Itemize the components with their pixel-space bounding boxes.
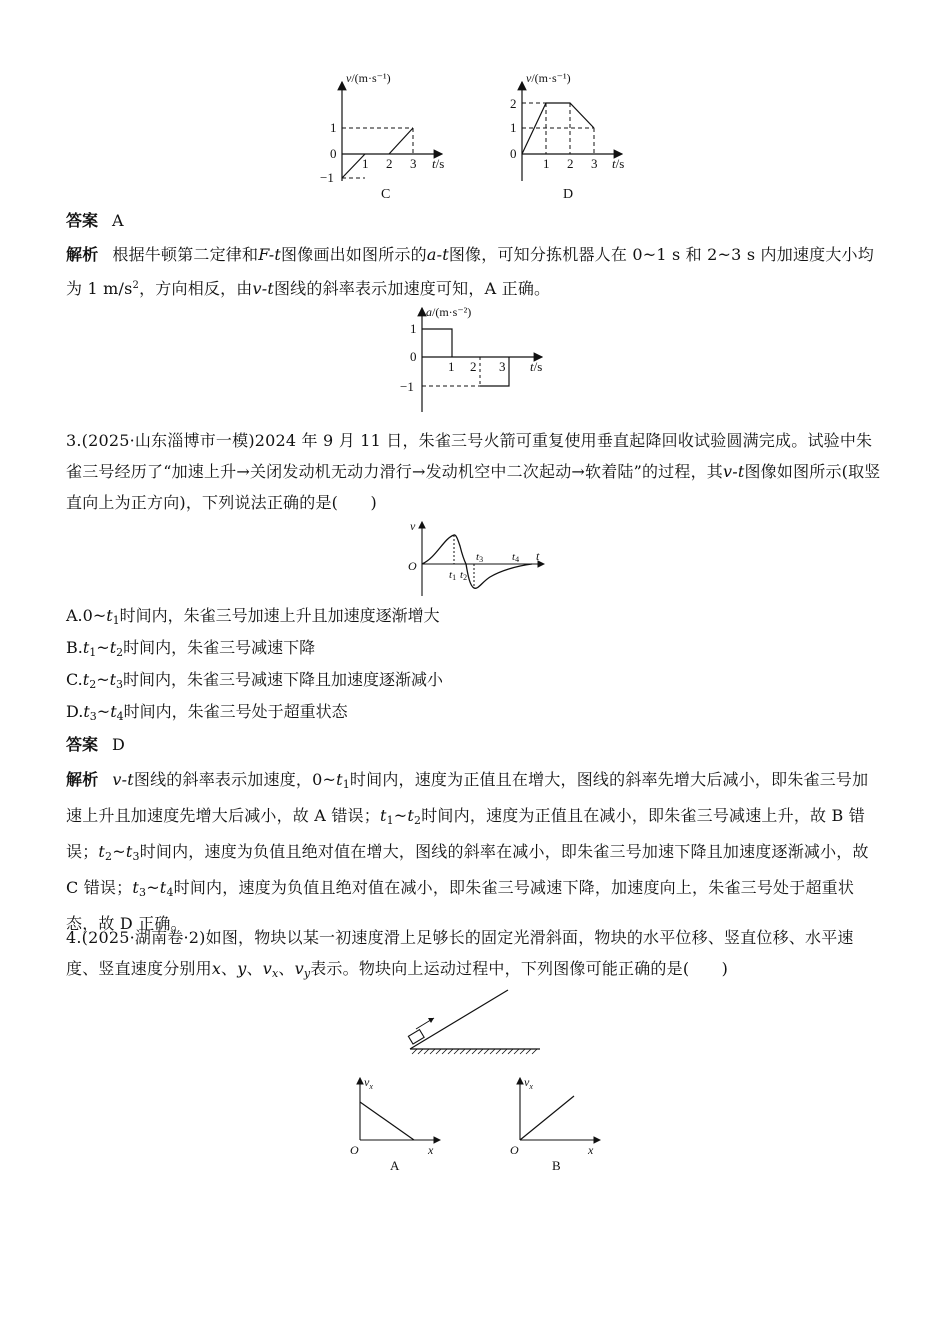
svg-text:3: 3 <box>499 359 506 374</box>
svg-text:t1: t1 <box>449 569 457 582</box>
svg-text:t/s: t/s <box>530 359 543 374</box>
svg-text:1: 1 <box>510 120 517 135</box>
q3-answer: 答案 D <box>66 735 125 754</box>
q4-stem: 4.(2025·湖南卷·2)如图，物块以某一初速度滑上足够长的固定光滑斜面，物块的水平位移、竖直位移、水平速度、竖直速度分别用x、y、$v_x$、$v_y$表示。物块向上运动过程中，下列图像可能正确的是( ) <box>66 928 854 980</box>
svg-text:t4: t4 <box>512 551 520 564</box>
svg-text:a/(m·s⁻²): a/(m·s⁻²) <box>426 305 472 319</box>
incline-diagram <box>398 985 548 1060</box>
svg-text:t3: t3 <box>476 551 484 564</box>
q3-vt-graph <box>404 518 550 598</box>
q3-analysis-run: 时间内，速度为负值且绝对值在减小，即朱雀三号减速下降，加速度向上，朱雀三号处于超重状态，故 D 正确。 <box>66 878 855 933</box>
q3-analysis-run: 图线的斜率表示加速度，0~ <box>133 770 337 789</box>
svg-text:t2: t2 <box>460 569 468 582</box>
svg-text:3: 3 <box>591 156 598 171</box>
q3-option-a: $A.0\sim t_1$时间内，朱雀三号加速上升且加速度逐渐增大 <box>66 606 440 627</box>
q3-analysis-run: t <box>379 806 387 825</box>
q3-option-d: $D.t_3\sim t_4$时间内，朱雀三号处于超重状态 <box>66 702 348 723</box>
q3-analysis-run: t <box>159 878 167 897</box>
q3-analysis-run: ~ <box>146 878 160 897</box>
graph-c-ylabel: v/(m·s⁻¹) <box>346 71 391 85</box>
q3-stem: 3.(2025·山东淄博市一模)2024 年 9 月 11 日，朱雀三号火箭可重复使用垂直起降回收试验圆满完成。试验中朱雀三号经历了“加速上升→关闭发动机无动力滑行→发动机空中二次起动→软着陆”的过程，其v-t图像如图所示(取竖直向上为正方向)，下列说法正确的是( ) <box>66 431 881 512</box>
graph-d-caption: D <box>563 187 574 202</box>
svg-text:t: t <box>536 549 540 563</box>
svg-text:−1: −1 <box>400 379 414 394</box>
svg-text:1: 1 <box>543 156 550 171</box>
q3-analysis-run: v-t <box>112 770 134 789</box>
q3-analysis: 解析 v-t图线的斜率表示加速度，$0\sim t_1$时间内，速度为正值且在增大，图线的斜率先增大后减小，即朱雀三号加速上升且加速度先增大后减小，故 A 错误；$t_1\sim t_2$时间内，速度为正值且在减小，即朱雀三号减速上升，故 B 错误；$t_2\sim t_3$时间内，速度为负值且绝对值在增大，图线的斜率在减小，即朱雀三号加速下降且加速度逐渐减小，故 C 错误；$t_3\sim t_4$时间内，速度为负值且绝对值在减小，即朱雀三号减速下降，加速度向上，朱雀三号处于超重状态，故 D 正确。 <box>66 770 869 933</box>
graph-c-caption: C <box>381 187 391 202</box>
svg-text:x: x <box>428 1143 434 1157</box>
graph-d <box>498 68 648 203</box>
q3-analysis-run: t <box>336 770 343 789</box>
q3-analysis-run: 2 <box>105 850 113 863</box>
q3-analysis-run: ~ <box>393 806 408 825</box>
svg-text:2: 2 <box>567 156 574 171</box>
q3-analysis-run: 时间内，速度为正值且在增大，图线的斜率先增大后减小，即朱雀三号加速上升且加速度先增大后减小，故 A 错误； <box>66 770 869 825</box>
q3-analysis-run: 1 <box>386 814 394 827</box>
svg-text:O: O <box>350 1143 359 1157</box>
svg-text:1: 1 <box>448 359 455 374</box>
at-graph <box>396 302 556 417</box>
svg-text:vx: $v_x$ <box>524 1075 533 1091</box>
q4-graph-b <box>506 1072 606 1176</box>
svg-text:t/s: t/s <box>612 156 625 171</box>
q2-answer: 答案 A <box>66 211 124 230</box>
svg-text:1: 1 <box>330 120 337 135</box>
q3-analysis-run: t <box>407 806 415 825</box>
svg-text:O: O <box>510 1143 519 1157</box>
svg-text:t/s: t/s <box>432 156 445 171</box>
q3-analysis-run: 时间内，速度为负值且绝对值在增大，图线的斜率在减小，即朱雀三号加速下降且加速度逐渐减小，故 C 错误； <box>66 842 869 897</box>
q3-analysis-run: 3 <box>138 886 147 899</box>
q3-analysis-run: 4 <box>166 886 174 899</box>
q3-analysis-run: 1 <box>342 778 350 791</box>
q2-analysis: 解析 根据牛顿第二定律和F-t图像画出如图所示的a-t图像，可知分拣机器人在 0~1 s 和 2~3 s 内加速度大小均为 1 $m/s^2$，方向相反，由v-t图线的斜率表示加速度可知，A 正确。 <box>66 245 874 298</box>
q3-analysis-run: t <box>98 842 106 861</box>
svg-text:−1: −1 <box>320 170 334 185</box>
svg-text:2: 2 <box>510 96 517 111</box>
svg-text:1: 1 <box>410 321 417 336</box>
svg-text:v: v <box>410 519 416 533</box>
svg-text:O: O <box>408 559 417 573</box>
svg-text:2: 2 <box>470 359 477 374</box>
q3-analysis-run: t <box>125 842 133 861</box>
svg-text:0: 0 <box>510 146 517 161</box>
svg-text:vx: $v_x$ <box>364 1075 373 1091</box>
q4-graph-a-caption: A <box>390 1158 400 1173</box>
graph-c <box>316 68 476 203</box>
svg-text:2: 2 <box>386 156 393 171</box>
svg-text:v/(m·s⁻¹): v/(m·s⁻¹) <box>526 71 571 85</box>
q3-analysis-run: t <box>132 878 139 897</box>
q3-analysis-run: 时间内，速度为正值且在减小，即朱雀三号减速上升，故 B 错误； <box>66 806 865 861</box>
q3-analysis-run: ~ <box>112 842 126 861</box>
q3-analysis-run: 2 <box>414 814 422 827</box>
q4-graph-a <box>346 1072 446 1176</box>
svg-text:0: 0 <box>410 349 417 364</box>
q3-option-c: $C.t_2\sim t_3$时间内，朱雀三号减速下降且加速度逐渐减小 <box>66 670 444 691</box>
svg-text:0: 0 <box>330 146 337 161</box>
svg-text:1: 1 <box>362 156 369 171</box>
q3-analysis-run: 3 <box>132 850 140 863</box>
q4-graph-b-caption: B <box>552 1158 561 1173</box>
svg-text:x: x <box>588 1143 594 1157</box>
svg-text:3: 3 <box>410 156 417 171</box>
q3-option-b: $B.t_1\sim t_2$时间内，朱雀三号减速下降 <box>66 638 316 659</box>
